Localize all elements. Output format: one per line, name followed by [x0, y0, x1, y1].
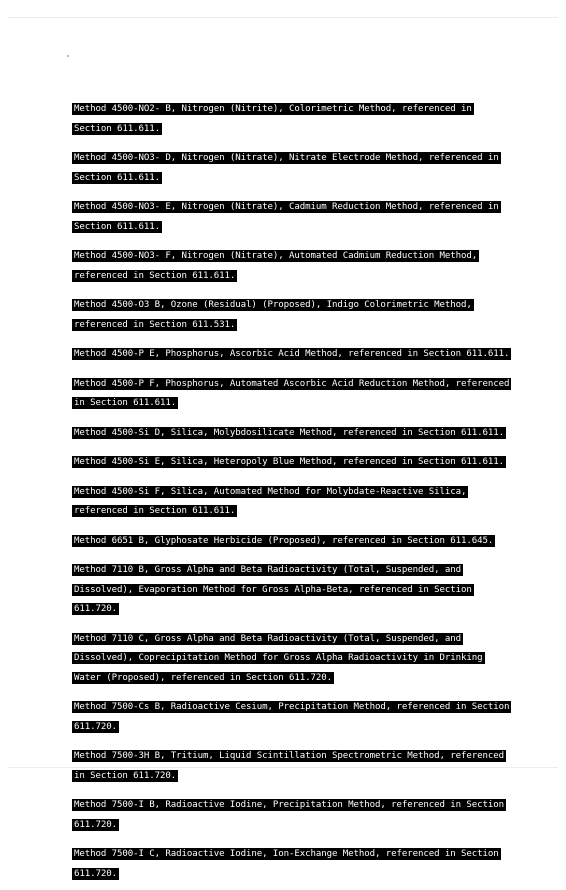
list-item [72, 371, 512, 410]
list-item [72, 243, 512, 282]
reference-text: Method 7110 B, Gross Alpha and Beta Radioactivity (Total, Suspended, and Dissolved), Evaporation Method for Gross Alpha-Beta, referenced in Section 611.720. [74, 565, 472, 614]
reference-text: Method 4500-P E, Phosphorus, Ascorbic Acid Method, referenced in Section 611.611. [74, 349, 510, 359]
list-item [72, 341, 512, 361]
reference-text: Method 6651 B, Glyphosate Herbicide (Proposed), referenced in Section 611.645. [74, 535, 494, 546]
list-item [72, 528, 512, 548]
list-item [72, 743, 512, 782]
method-reference-list [72, 96, 512, 890]
page-bottom-edge [8, 767, 558, 768]
reference-text: Method 4500-NO2- B, Nitrogen (Nitrite), Colorimetric Method, referenced in Section 611.611. [74, 104, 472, 134]
reference-text: Method 7500-3H B, Tritium, Liquid Scintillation Spectrometric Method, referenced in Section 611.720. [74, 751, 504, 781]
reference-text: Method 4500-NO3- F, Nitrogen (Nitrate), Automated Cadmium Reduction Method, referenced in Section 611.611. [74, 251, 478, 281]
list-item [72, 194, 512, 233]
reference-text: Method 7500-I B, Radioactive Iodine, Precipitation Method, referenced in Section 611.720. [74, 800, 504, 830]
reference-text: Method 4500-P F, Phosphorus, Automated Ascorbic Acid Reduction Method, referenced in Section 611.611. [74, 378, 510, 408]
reference-text: Method 4500-NO3- E, Nitrogen (Nitrate), Cadmium Reduction Method, referenced in Section 611.611. [74, 202, 499, 232]
list-item [72, 694, 512, 733]
list-item [72, 841, 512, 880]
list-item [72, 292, 512, 331]
scan-speck [67, 55, 69, 57]
reference-text: Method 7110 C, Gross Alpha and Beta Radioactivity (Total, Suspended, and Dissolved), Coprecipitation Method for Gross Alpha Radioactivity in Drinking Water (Proposed), referenced in Section 611.720. [74, 633, 483, 683]
list-item [72, 626, 512, 685]
reference-text: Method 4500-Si E, Silica, Heteropoly Blue Method, referenced in Section 611.611. [74, 457, 504, 467]
reference-text: Method 4500-O3 B, Ozone (Residual) (Proposed), Indigo Colorimetric Method, referenced in Section 611.531. [74, 300, 472, 330]
reference-text: Method 4500-Si D, Silica, Molybdosilicate Method, referenced in Section 611.611. [74, 427, 504, 438]
list-item [72, 557, 512, 616]
list-item [72, 449, 512, 469]
reference-text: Method 7500-Cs B, Radioactive Cesium, Precipitation Method, referenced in Section 611.720. [74, 702, 510, 732]
list-item [72, 96, 512, 135]
list-item [72, 420, 512, 440]
list-item [72, 145, 512, 184]
reference-text: Method 7500-I C, Radioactive Iodine, Ion-Exchange Method, referenced in Section 611.720. [74, 849, 499, 879]
reference-text: Method 4500-Si F, Silica, Automated Method for Molybdate-Reactive Silica, referenced in Section 611.611. [74, 486, 467, 516]
list-item [72, 479, 512, 518]
reference-text: Method 4500-NO3- D, Nitrogen (Nitrate), Nitrate Electrode Method, referenced in Section 611.611. [74, 153, 499, 183]
list-item [72, 792, 512, 831]
page-top-edge [8, 17, 558, 18]
